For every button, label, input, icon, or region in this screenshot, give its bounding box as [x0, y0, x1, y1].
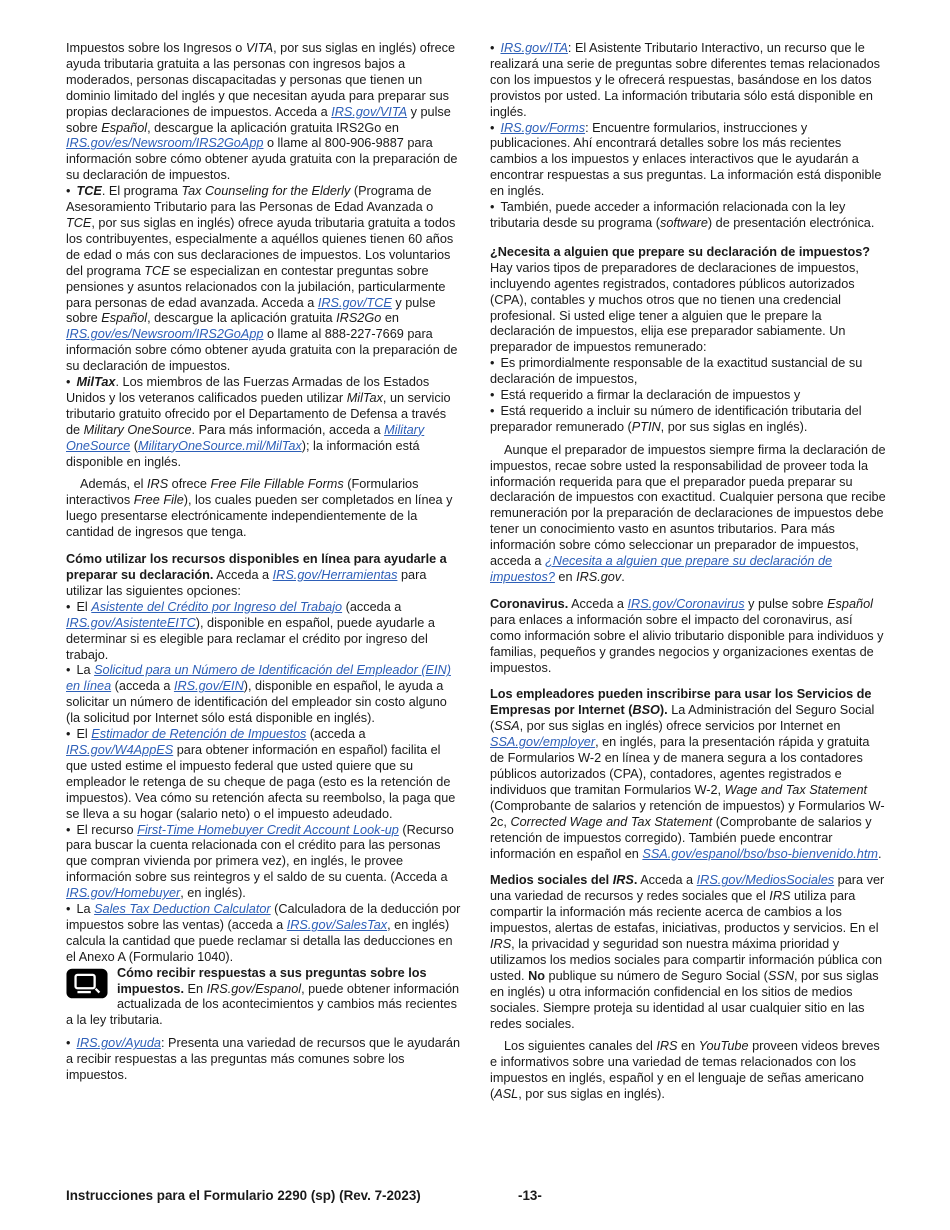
text-run: , descargue la aplicación gratuita IRS2Go en [147, 120, 399, 135]
text-run: Está requerido a firmar la declaración de impuestos y [500, 388, 801, 403]
link[interactable]: Solicitud para un Número de Identificación del Empleador (EIN) en línea [66, 663, 451, 694]
text-run: publique su número de Seguro Social ( [545, 968, 768, 983]
text-run: Military OneSource [83, 422, 192, 437]
paragraph [490, 245, 886, 356]
link[interactable]: Asistente del Crédito por Ingreso del Trabajo [91, 599, 343, 614]
link[interactable]: IRS.gov/Coronavirus [627, 596, 745, 611]
bullet-marker-icon: • [66, 184, 71, 199]
text-run: y pulse sobre [744, 596, 828, 611]
text-run: Coronavirus. [490, 596, 569, 611]
text-run: Impuestos sobre los Ingresos o [66, 41, 246, 55]
text-run: IRS.gov [576, 570, 622, 584]
link[interactable]: IRS.gov/VITA [331, 104, 408, 119]
footer-page-number: -13- [518, 1188, 542, 1203]
bullet-item [66, 902, 462, 966]
text-run: MilTax [346, 390, 383, 405]
link[interactable]: IRS.gov/es/Newsroom/IRS2GoApp [66, 327, 264, 342]
paragraph [490, 597, 886, 677]
bullet-marker-icon: • [66, 1036, 71, 1051]
text-run: (acceda a [306, 727, 366, 742]
bullet-marker-icon: • [490, 120, 495, 135]
computer-icon [66, 968, 108, 999]
bullet-item [490, 41, 886, 121]
link[interactable]: IRS.gov/W4AppES [66, 742, 174, 757]
text-run: El [76, 727, 92, 742]
text-run: Los empleadores pueden inscribirse para usar los Servicios de Empresas por Internet ( [490, 687, 872, 718]
link[interactable]: IRS.gov/ITA [500, 41, 568, 55]
bullet-marker-icon: • [66, 727, 71, 742]
text-run: Español [101, 120, 148, 135]
text-run: La [76, 902, 95, 917]
text-run: para obtener información en español) facilita el que usted estime el impuesto federal que usted quiere que su empleador le retenga de su cheque de paga (esto es la retención de impuestos). Vea cómo su retención afecta su reembolso, la paga que se lleva a su hogar (salario neto) o el impuesto adeudado. [66, 742, 456, 821]
text-run: , por sus siglas en inglés). [660, 419, 808, 434]
text-run: (Comprobante de salarios y retención de impuestos corregido). También puede encontrar información en español en [490, 814, 872, 861]
bullet-item [490, 121, 886, 201]
text-run: . Para más información, acceda a [191, 422, 385, 437]
text-run: PTIN [631, 419, 661, 434]
bullet-item [66, 663, 462, 727]
text-run: Wage and Tax Statement [724, 782, 868, 797]
link[interactable]: Estimador de Retención de Impuestos [91, 727, 307, 742]
left-column [66, 41, 462, 1103]
text-run: : El Asistente Tributario Interactivo, un recurso que le realizará una serie de preguntas sobre diferentes temas relacionados con los impuestos y le ofrecerá respuestas, basándose en los datos provistos por usted. La información tributaria sólo está disponible en inglés. [490, 41, 881, 119]
text-run: ) de presentación electrónica. [707, 215, 875, 230]
link[interactable]: IRS.gov/AsistenteEITC [66, 615, 196, 630]
bullet-item [66, 600, 462, 664]
text-run: ), los cuales pueden ser completados en línea y luego presentarse electrónicamente independientemente de la cantidad de ingresos que tenga. [66, 493, 453, 540]
text-run: , en inglés, para la presentación rápida y gratuita de Formularios W-2 en línea y de manera segura a los contadores públicos autorizados (CPA), contadores, agentes registrados e individuos que tramitan Formularios W-2, [490, 735, 870, 797]
text-run: para ver una variedad de recursos y redes sociales que el [490, 873, 885, 904]
text-run: IRS [147, 477, 169, 492]
text-run: Cómo recibir respuestas a sus preguntas sobre los impuestos. [117, 965, 427, 996]
text-run: Es primordialmente responsable de la exactitud sustancial de su declaración de impuestos, [490, 356, 863, 387]
link[interactable]: IRS.gov/Ayuda [76, 1036, 161, 1051]
text-run: , por sus siglas en inglés) ofrece ayuda tributaria gratuita a todos los contribuyentes, especialmente a aquéllos quienes tienen 60 años de edad o más con sus declaraciones de impuestos. Los voluntarios del programa [66, 215, 456, 278]
text-run: o llame al 800-906-9887 para información sobre cómo obtener ayuda gratuita con la preparación de su declaración de impuestos. [66, 136, 458, 183]
link[interactable]: ¿Necesita a alguien que prepare su declaración de impuestos? [490, 554, 833, 584]
text-run: Acceda a [637, 873, 697, 888]
text-run: y pulse sobre [66, 104, 451, 135]
bullet-item [66, 823, 462, 903]
text-run: ofrece [168, 477, 211, 492]
bullet-item [66, 375, 462, 470]
text-run: . Los miembros de las Fuerzas Armadas de los Estados Unidos y los veteranos calificados pueden utilizar [66, 375, 430, 405]
bullet-marker-icon: • [490, 356, 495, 371]
text-run: MilTax [76, 375, 116, 390]
text-run: en [554, 570, 577, 584]
text-run: (Formularios interactivos [66, 477, 419, 508]
link[interactable]: IRS.gov/Forms [500, 120, 586, 135]
link[interactable]: SSA.gov/employer [490, 735, 596, 750]
text-run: ), disponible en español, le ayuda a solicitar un número de identificación del empleador sin costo alguno (la solicitud por Internet sólo está disponible en inglés). [66, 679, 447, 726]
link[interactable]: IRS.gov/EIN [173, 679, 244, 694]
paragraph [490, 873, 886, 1032]
text-run: IRS.gov/Espanol [206, 981, 302, 996]
link[interactable]: IRS.gov/TCE [317, 295, 392, 310]
text-run: ¿Necesita a alguien que prepare su declaración de impuestos? [490, 244, 871, 259]
text-run: y pulse sobre [66, 295, 436, 326]
bullet-item [66, 1036, 462, 1084]
text-run: . El programa [101, 184, 182, 199]
text-run: software [659, 215, 708, 230]
text-run: ( [130, 438, 138, 453]
text-run: , la privacidad y seguridad son nuestra máxima prioridad y utilizamos los medios sociales para compartir información pública con usted. [490, 937, 883, 983]
text-run: , puede obtener información actualizada de los acontecimientos y cambios más recientes a la ley tributaria. [66, 981, 460, 1028]
text-run: En [183, 981, 207, 996]
page-content [66, 41, 886, 1103]
page-footer [66, 1188, 886, 1203]
paragraph [66, 477, 462, 541]
text-run: IRS [656, 1039, 678, 1054]
bullet-item [66, 727, 462, 822]
footer-document-title: Instrucciones para el Formulario 2290 (sp) (Rev. 7-2023) [66, 1188, 421, 1203]
text-run: El recurso [76, 822, 138, 837]
text-run: Acceda a [213, 568, 273, 582]
text-run: TCE [76, 184, 102, 199]
text-run: Además, el [80, 477, 147, 492]
text-run: La Administración del Seguro Social ( [490, 703, 875, 734]
bullet-marker-icon: • [66, 902, 71, 917]
text-run: Español [101, 311, 148, 326]
text-run: TCE [144, 263, 170, 278]
text-run: También, puede acceder a información relacionada con la ley tributaria desde su programa ( [490, 200, 846, 230]
text-run: o llame al 888-227-7669 para información sobre cómo obtener ayuda gratuita con la preparación de su declaración de impuestos. [66, 327, 458, 374]
text-run: ), disponible en español, puede ayudarle a determinar si es elegible para reclamar el crédito por ingreso del trabajo. [66, 615, 435, 662]
text-run: No [528, 968, 546, 983]
text-run: (acceda a [111, 679, 174, 694]
bullet-item [66, 184, 462, 375]
text-run: para enlaces a información sobre el impacto del coronavirus, así como información sobre el alivio tributario disponible para individuos y familias, pequeños y grandes negocios y organizaciones exentas de impuestos. [490, 612, 884, 675]
text-run: : Presenta una variedad de recursos que le ayudarán a recibir respuestas a las preguntas más comunes sobre los impuestos. [66, 1036, 461, 1083]
text-run: (acceda a [342, 599, 402, 614]
link[interactable]: IRS.gov/MediosSociales [696, 873, 835, 888]
paragraph [66, 552, 462, 600]
text-run: IRS [612, 873, 634, 888]
paragraph [490, 443, 886, 586]
paragraph [490, 687, 886, 862]
text-run: SSA [494, 719, 520, 734]
link[interactable]: First-Time Homebuyer Credit Account Look-up [137, 822, 399, 837]
text-run: Free File [133, 493, 184, 508]
text-run: Español [827, 596, 873, 611]
text-run: ). [659, 703, 668, 718]
text-run: IRS [490, 937, 512, 952]
paragraph [490, 1039, 886, 1103]
text-run: (Recurso para buscar la cuenta relacionada con el crédito para las personas que compran vivienda por primera vez), en inglés, le provee información sobre sus reintegros y el saldo de su cuenta. (Acceda a [66, 822, 454, 885]
text-run: ASL [494, 1087, 519, 1102]
text-run: YouTube [698, 1039, 749, 1054]
text-run: , por sus siglas en inglés) ofrece ayuda tributaria gratuita a las personas con ingresos bajos a moderados, personas discapacitadas y personas que tienen un dominio limitado del inglés y que necesitan ayuda para preparar sus propias declaraciones de impuestos. Acceda a [66, 41, 456, 119]
text-run: , un servicio tributario gratuito ofrecido por el Departamento de Defensa a través de [66, 390, 451, 437]
paragraph [66, 41, 462, 184]
text-run: Está requerido a incluir su número de identificación tributaria del preparador remunerado ( [490, 403, 862, 434]
bullet-marker-icon: • [66, 822, 71, 837]
bullet-item [490, 404, 886, 436]
text-run: TCE [66, 215, 92, 230]
text-run: . [877, 846, 882, 861]
text-run: (Programa de Asesoramiento Tributario para las Personas de Edad Avanzada o [66, 184, 434, 215]
text-run: , en inglés). [180, 886, 246, 901]
link[interactable]: Military OneSource [66, 422, 425, 453]
text-run: , en inglés) calcula la cantidad que puede reclamar si detalla las deducciones en el Anexo A (Formulario 1040). [66, 917, 453, 964]
text-run: , por sus siglas en inglés). [518, 1087, 665, 1102]
text-run: (Calculadora de la deducción por impuestos sobre las ventas) (acceda a [66, 902, 461, 932]
text-run: , descargue la aplicación gratuita [147, 311, 337, 326]
bullet-item [490, 200, 886, 232]
link[interactable]: IRS.gov/SalesTax [286, 917, 388, 932]
bullet-item [490, 388, 886, 404]
bullet-item [490, 356, 886, 388]
link[interactable]: Sales Tax Deduction Calculator [94, 902, 271, 917]
text-run: en [381, 311, 399, 326]
text-run: para utilizar las siguientes opciones: [66, 568, 427, 598]
bullet-marker-icon: • [490, 200, 495, 215]
computer-tip-note [66, 966, 462, 1030]
text-run: : Encuentre formularios, instrucciones y publicaciones. Ahí encontrará detalles sobre los más recientes cambios a los impuestos y enlaces interactivos que le ayudarán a encontrar respuestas a sus preguntas. La información está disponible en inglés. [490, 120, 882, 199]
text-run: SSN [767, 968, 794, 983]
text-run: proveen videos breves e informativos sobre una variedad de temas relacionados con los impuestos en inglés, español y en el lenguaje de señas americano ( [490, 1039, 880, 1102]
text-run: Aunque el preparador de impuestos siempre firma la declaración de impuestos, recae sobre usted la responsabilidad de proveer toda la información requerida para que el preparador pueda preparar su declaración de impuestos con exactitud. Cualquier persona que recibe remuneración por la preparación de declaraciones de impuestos debe tener un conocimiento vasto en asuntos tributarios. Para más información sobre cómo seleccionar un preparador de impuestos, acceda a [490, 442, 886, 569]
text-run: Tax Counseling for the Elderly [181, 184, 351, 199]
text-run: , por sus siglas en inglés) u otra información confidencial en los sitios de medios sociales. Siempre proteja su identidad al usar cualquier sitio en las redes sociales. [490, 968, 879, 1031]
text-run: . [633, 873, 638, 888]
text-run: Medios sociales del [490, 873, 613, 888]
text-run: Hay varios tipos de preparadores de declaraciones de impuestos, incluyendo agentes registrados, contadores públicos autorizados (CPA), contables y muchos otros que no tienen una credencial profesional. Si usted elige tener a alguien que le prepare la declaración de impuestos, elija ese preparador sabiamente. Un preparador de impuestos remunerado: [490, 260, 859, 355]
bullet-marker-icon: • [490, 403, 495, 418]
text-run: , por sus siglas en inglés) ofrece servicios por Internet en [519, 719, 841, 734]
right-column [490, 41, 886, 1103]
link[interactable]: SSA.gov/espanol/bso/bso-bienvenido.htm [642, 846, 878, 861]
link[interactable]: IRS.gov/Herramientas [272, 568, 398, 582]
link[interactable]: IRS.gov/Homebuyer [66, 886, 181, 901]
text-run: Los siguientes canales del [504, 1039, 657, 1054]
text-run: BSO [632, 703, 660, 718]
bullet-marker-icon: • [66, 599, 71, 614]
link[interactable]: MilitaryOneSource.mil/MilTax [137, 438, 302, 453]
text-run: se especializan en contestar preguntas sobre pensiones y asuntos relacionados con la jubilación, particularmente para personas de edad avanzada. Acceda a [66, 263, 446, 310]
bullet-marker-icon: • [66, 663, 71, 678]
text-run: (Comprobante de salarios y retención de impuestos) y Formularios W-2c, [490, 798, 885, 829]
bullet-marker-icon: • [490, 41, 495, 55]
text-run: . [621, 570, 625, 584]
text-run: La [76, 663, 95, 678]
link[interactable]: IRS.gov/es/Newsroom/IRS2GoApp [66, 136, 264, 151]
text-run: IRS2Go [336, 311, 382, 326]
text-run: en [677, 1039, 699, 1054]
text-run: utiliza para compartir la información más reciente acerca de cambios a los impuestos, alertas de estafas, iniciativas, productos y servicios. En el [490, 889, 879, 936]
text-run: Acceda a [568, 596, 628, 611]
text-run: ); la información está disponible en inglés. [66, 438, 420, 469]
text-run: Cómo utilizar los recursos disponibles en línea para ayudarle a preparar su declaración. [66, 552, 447, 582]
text-run: El [76, 599, 92, 614]
bullet-marker-icon: • [490, 388, 495, 403]
bullet-marker-icon: • [66, 375, 71, 390]
text-run: VITA [245, 41, 274, 55]
text-run: Free File Fillable Forms [210, 477, 344, 492]
text-run: IRS [769, 889, 791, 904]
text-run: Corrected Wage and Tax Statement [510, 814, 713, 829]
